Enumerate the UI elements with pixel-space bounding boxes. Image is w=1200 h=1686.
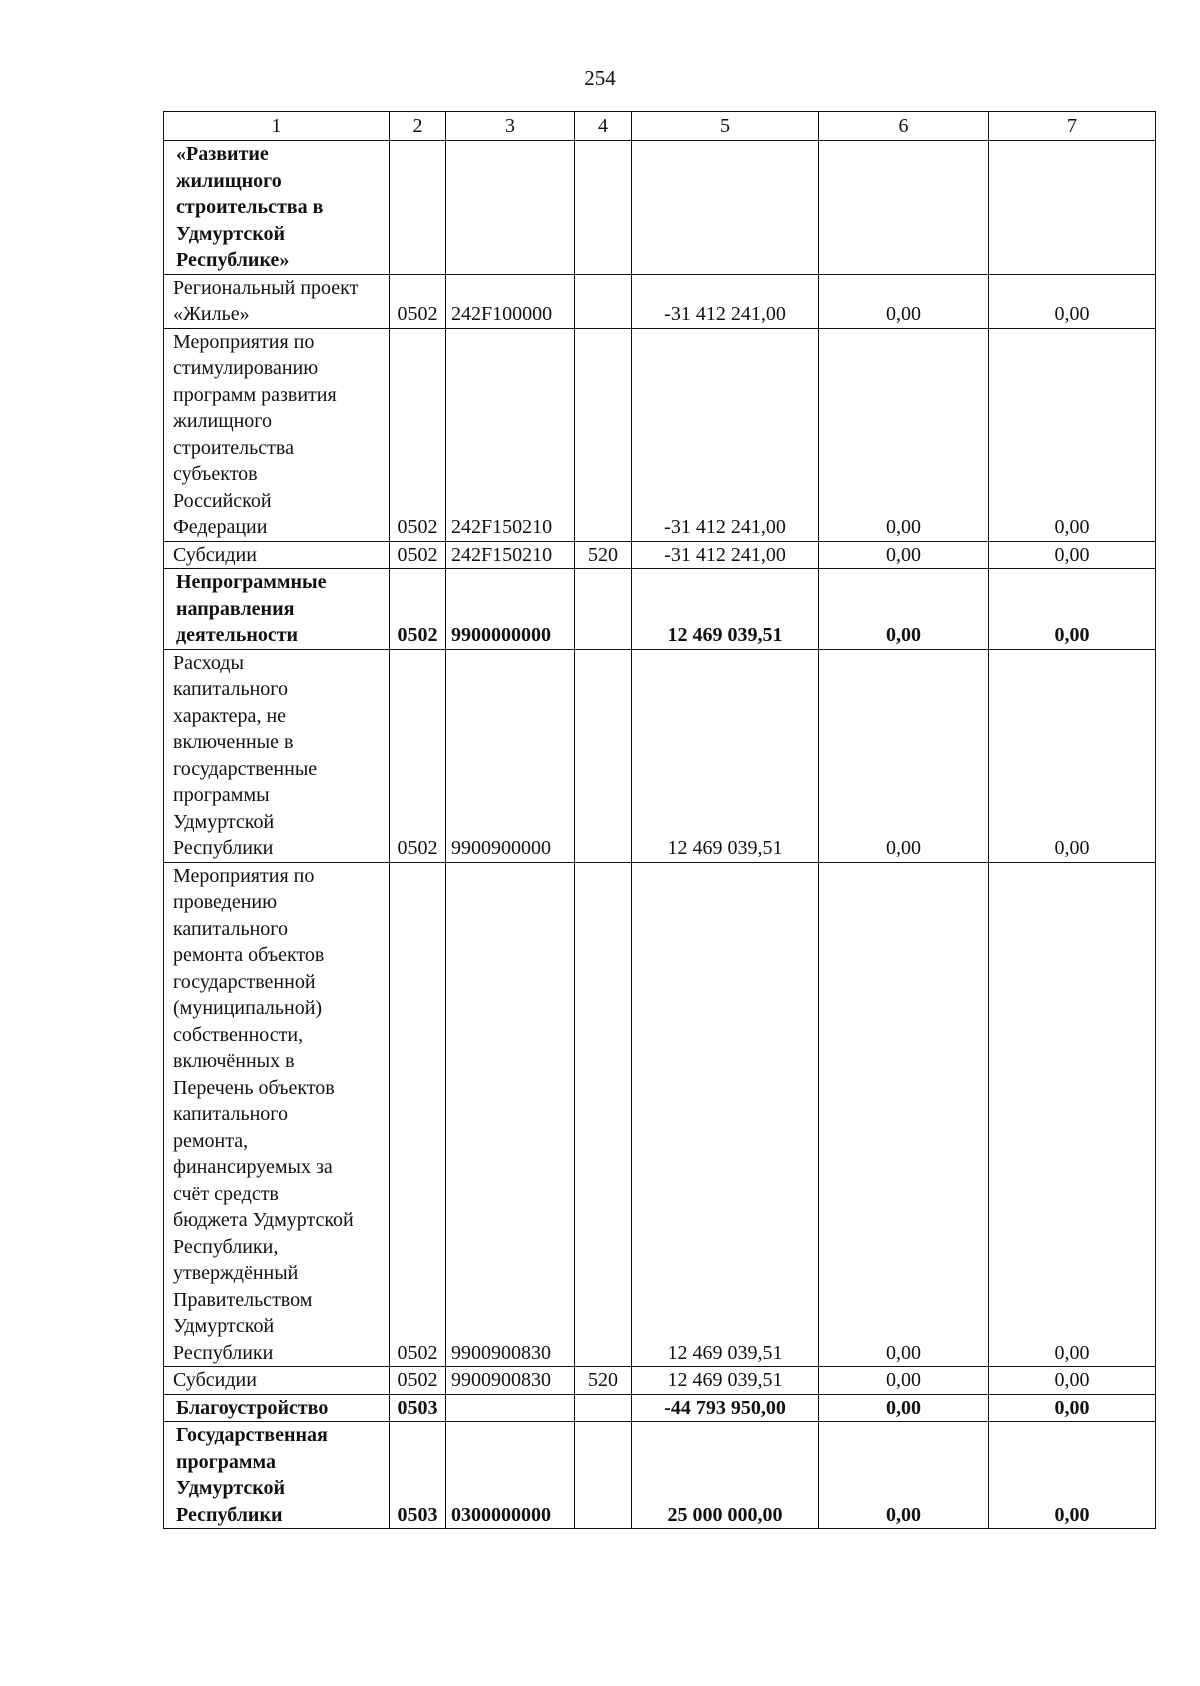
section-code-cell: 0503 [390, 1422, 446, 1529]
column-header: 5 [632, 112, 819, 141]
row-name-cell: Субсидии [164, 541, 390, 569]
amount-col7-cell: 0,00 [989, 328, 1156, 541]
table-row [164, 569, 1156, 650]
row-name-cell: Мероприятия по стимулированию программ развития жилищного строительства субъектов Российской Федерации [164, 328, 390, 541]
amount-col6-cell: 0,00 [819, 569, 989, 650]
amount-col7-cell: 0,00 [989, 1422, 1156, 1529]
budget-table [163, 111, 1156, 1529]
amount-col5-cell: -31 412 241,00 [632, 541, 819, 569]
row-name-cell: Мероприятия по проведению капитального ремонта объектов государственной (муниципальной) собственности, включённых в Перечень объектов капитального ремонта, финансируемых за счёт средств бюджета Удмуртской Республики, утверждённый Правительством Удмуртской Республики [164, 862, 390, 1367]
section-code-cell: 0502 [390, 569, 446, 650]
expense-type-cell [575, 141, 632, 275]
row-name-cell: Субсидии [164, 1367, 390, 1395]
amount-col6-cell: 0,00 [819, 1394, 989, 1422]
section-code-cell: 0502 [390, 1367, 446, 1395]
column-header: 4 [575, 112, 632, 141]
target-article-cell: 9900900830 [446, 1367, 575, 1395]
table-row [164, 141, 1156, 275]
amount-col6-cell [819, 141, 989, 275]
amount-col5-cell: 25 000 000,00 [632, 1422, 819, 1529]
amount-col6-cell: 0,00 [819, 649, 989, 862]
section-code-cell [390, 141, 446, 275]
target-article-cell: 242F150210 [446, 541, 575, 569]
table-row [164, 1394, 1156, 1422]
amount-col5-cell: 12 469 039,51 [632, 569, 819, 650]
target-article-cell: 242F100000 [446, 274, 575, 328]
section-code-cell: 0503 [390, 1394, 446, 1422]
table-row [164, 1422, 1156, 1529]
amount-col5-cell: 12 469 039,51 [632, 1367, 819, 1395]
target-article-cell: 0300000000 [446, 1422, 575, 1529]
section-code-cell: 0502 [390, 274, 446, 328]
target-article-cell [446, 141, 575, 275]
section-code-cell: 0502 [390, 541, 446, 569]
amount-col7-cell: 0,00 [989, 569, 1156, 650]
row-name-cell: Непрограммные направления деятельности [164, 569, 390, 650]
amount-col6-cell: 0,00 [819, 1422, 989, 1529]
table-header-row [164, 112, 1156, 141]
amount-col5-cell: -44 793 950,00 [632, 1394, 819, 1422]
expense-type-cell [575, 569, 632, 650]
table-row [164, 1367, 1156, 1395]
amount-col6-cell: 0,00 [819, 862, 989, 1367]
section-code-cell: 0502 [390, 328, 446, 541]
column-header: 7 [989, 112, 1156, 141]
expense-type-cell: 520 [575, 1367, 632, 1395]
column-header: 1 [164, 112, 390, 141]
amount-col7-cell: 0,00 [989, 649, 1156, 862]
amount-col7-cell: 0,00 [989, 1367, 1156, 1395]
row-name-cell: «Развитие жилищного строительства в Удмуртской Республике» [164, 141, 390, 275]
column-header: 2 [390, 112, 446, 141]
table-row [164, 328, 1156, 541]
section-code-cell: 0502 [390, 862, 446, 1367]
row-name-cell: Государственная программа Удмуртской Республики [164, 1422, 390, 1529]
expense-type-cell [575, 649, 632, 862]
row-name-cell: Региональный проект «Жилье» [164, 274, 390, 328]
table-row [164, 862, 1156, 1367]
amount-col5-cell: 12 469 039,51 [632, 862, 819, 1367]
amount-col6-cell: 0,00 [819, 328, 989, 541]
target-article-cell: 242F150210 [446, 328, 575, 541]
target-article-cell: 9900900000 [446, 649, 575, 862]
table-row [164, 274, 1156, 328]
expense-type-cell [575, 274, 632, 328]
column-header: 3 [446, 112, 575, 141]
column-header: 6 [819, 112, 989, 141]
target-article-cell [446, 1394, 575, 1422]
amount-col5-cell: 12 469 039,51 [632, 649, 819, 862]
row-name-cell: Расходы капитального характера, не включенные в государственные программы Удмуртской Республики [164, 649, 390, 862]
expense-type-cell: 520 [575, 541, 632, 569]
target-article-cell: 9900900830 [446, 862, 575, 1367]
amount-col7-cell [989, 141, 1156, 275]
amount-col6-cell: 0,00 [819, 274, 989, 328]
expense-type-cell [575, 1422, 632, 1529]
row-name-cell: Благоустройство [164, 1394, 390, 1422]
amount-col7-cell: 0,00 [989, 541, 1156, 569]
section-code-cell: 0502 [390, 649, 446, 862]
table-row [164, 649, 1156, 862]
amount-col6-cell: 0,00 [819, 1367, 989, 1395]
expense-type-cell [575, 328, 632, 541]
amount-col7-cell: 0,00 [989, 862, 1156, 1367]
page-number: 254 [584, 66, 616, 90]
table-row [164, 541, 1156, 569]
amount-col7-cell: 0,00 [989, 1394, 1156, 1422]
expense-type-cell [575, 1394, 632, 1422]
amount-col5-cell: -31 412 241,00 [632, 274, 819, 328]
target-article-cell: 9900000000 [446, 569, 575, 650]
expense-type-cell [575, 862, 632, 1367]
amount-col6-cell: 0,00 [819, 541, 989, 569]
amount-col5-cell: -31 412 241,00 [632, 328, 819, 541]
amount-col7-cell: 0,00 [989, 274, 1156, 328]
amount-col5-cell [632, 141, 819, 275]
